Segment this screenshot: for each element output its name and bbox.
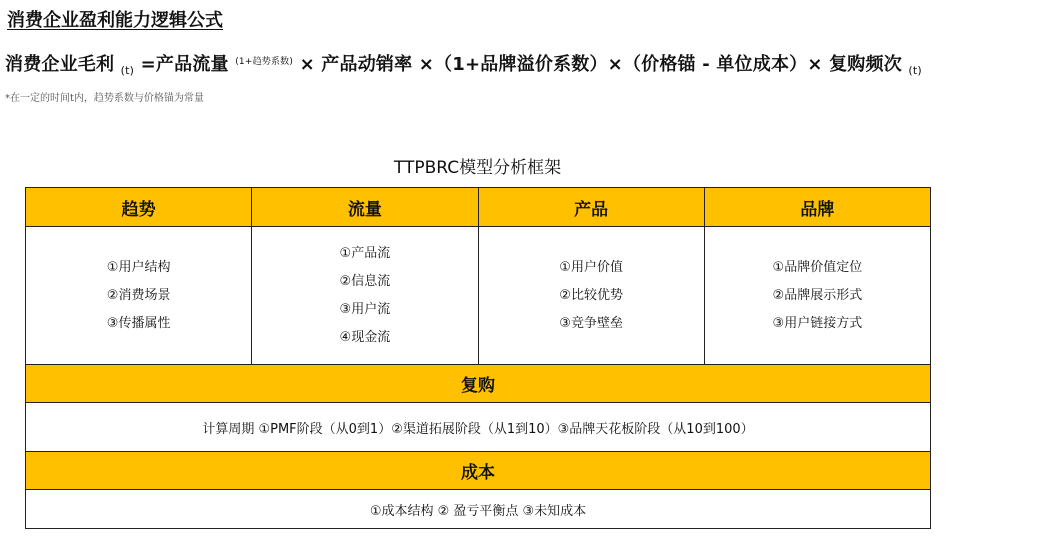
repurchase-header: 复购 [26,365,931,403]
list-item: ②消费场景 [106,287,171,303]
column-header-brand: 品牌 [704,188,930,227]
repurchase-header-row [26,365,931,403]
column-header-trend: 趋势 [26,188,252,227]
list-item: ①用户结构 [106,259,171,275]
items-row [26,227,931,365]
formula-part-2: =产品流量 [140,54,229,75]
list-item: ③用户流 [339,301,391,317]
formula-superscript: (1+趋势系数) [235,57,294,67]
list-item: ①用户价值 [559,259,623,275]
column-header-traffic: 流量 [252,188,478,227]
repurchase-content-row [26,403,931,452]
list-item: ②信息流 [339,273,391,289]
list-item: ③用户链接方式 [772,315,863,331]
list-item: ①品牌价值定位 [772,259,863,275]
formula-note: *在一定的时间t内，趋势系数与价格锚为常量 [5,93,204,104]
header-row [26,188,931,227]
cost-header-row [26,452,931,490]
list-item: ②品牌展示形式 [772,287,863,303]
profit-formula [5,50,922,77]
repurchase-content: 计算周期 ①PMF阶段（从0到1）②渠道拓展阶段（从1到10）③品牌天花板阶段（从10到100） [26,403,931,452]
column-header-product: 产品 [478,188,704,227]
formula-part-3: × 产品动销率 ×（1+品牌溢价系数）×（价格锚 - 单位成本）× 复购频次 [299,54,902,75]
traffic-items [252,227,478,365]
list-item: ④现金流 [339,329,391,345]
ttpbrc-framework-table [25,187,931,529]
formula-subscript-t: (t) [120,64,135,77]
brand-items [704,227,930,365]
formula-part-1: 消费企业毛利 [5,54,115,75]
cost-content: ①成本结构 ② 盈亏平衡点 ③未知成本 [26,490,931,529]
framework-title: TTPBRC模型分析框架 [393,158,562,178]
list-item: ③传播属性 [106,315,171,331]
trend-items [26,227,252,365]
cost-header: 成本 [26,452,931,490]
list-item: ③竞争壁垒 [559,315,623,331]
cost-content-row [26,490,931,529]
formula-subscript-t-end: (t) [908,64,922,77]
list-item: ①产品流 [339,245,391,261]
list-item: ②比较优势 [559,287,623,303]
product-items [478,227,704,365]
page-heading: 消费企业盈利能力逻辑公式 [7,10,223,31]
